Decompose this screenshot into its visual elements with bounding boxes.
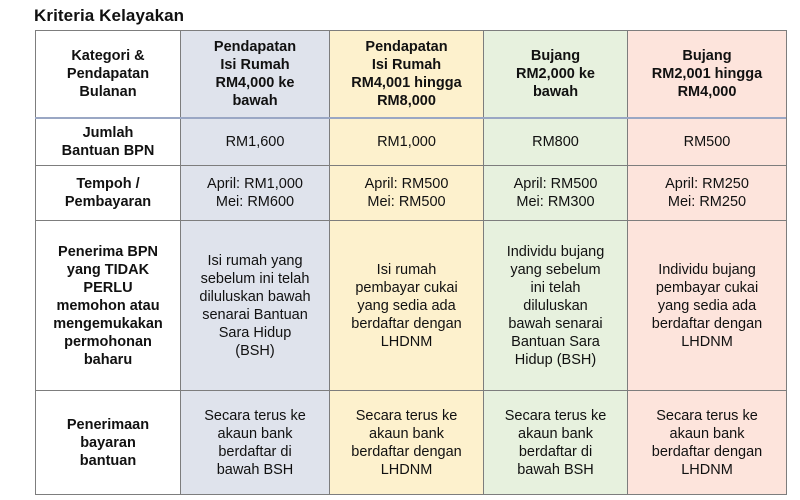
header-row <box>36 31 787 118</box>
cell-tempoh-2: April: RM500 Mei: RM500 <box>330 166 484 221</box>
cell-penerimaan-4: Secara terus ke akaun bank berdaftar dengan LHDNM <box>628 391 787 495</box>
cell-penerima-1: Isi rumah yang sebelum ini telah diluluskan bawah senarai Bantuan Sara Hidup (BSH) <box>181 221 330 391</box>
row-penerima-bpn <box>36 221 787 391</box>
row-label-penerimaan: Penerimaan bayaran bantuan <box>36 391 181 495</box>
header-category: Kategori & Pendapatan Bulanan <box>36 31 181 118</box>
row-tempoh-pembayaran <box>36 166 787 221</box>
header-household-8000: Pendapatan Isi Rumah RM4,001 hingga RM8,000 <box>330 31 484 118</box>
row-label-jumlah: Jumlah Bantuan BPN <box>36 118 181 166</box>
cell-jumlah-3: RM800 <box>484 118 628 166</box>
row-penerimaan-bayaran <box>36 391 787 495</box>
cell-tempoh-1: April: RM1,000 Mei: RM600 <box>181 166 330 221</box>
row-label-tempoh: Tempoh / Pembayaran <box>36 166 181 221</box>
header-single-4000: Bujang RM2,001 hingga RM4,000 <box>628 31 787 118</box>
page-title: Kriteria Kelayakan <box>34 6 185 25</box>
cell-jumlah-1: RM1,600 <box>181 118 330 166</box>
cell-penerimaan-3: Secara terus ke akaun bank berdaftar di bawah BSH <box>484 391 628 495</box>
row-label-penerima: Penerima BPN yang TIDAK PERLU memohon atau mengemukakan permohonan baharu <box>36 221 181 391</box>
cell-penerima-4: Individu bujang pembayar cukai yang sedia ada berdaftar dengan LHDNM <box>628 221 787 391</box>
cell-penerimaan-2: Secara terus ke akaun bank berdaftar dengan LHDNM <box>330 391 484 495</box>
cell-tempoh-3: April: RM500 Mei: RM300 <box>484 166 628 221</box>
row-jumlah-bantuan <box>36 118 787 166</box>
cell-penerimaan-1: Secara terus ke akaun bank berdaftar di bawah BSH <box>181 391 330 495</box>
header-divider-line <box>35 117 786 119</box>
cell-jumlah-2: RM1,000 <box>330 118 484 166</box>
header-household-4000: Pendapatan Isi Rumah RM4,000 ke bawah <box>181 31 330 118</box>
cell-penerima-2: Isi rumah pembayar cukai yang sedia ada berdaftar dengan LHDNM <box>330 221 484 391</box>
cell-jumlah-4: RM500 <box>628 118 787 166</box>
cell-penerima-3: Individu bujang yang sebelum ini telah diluluskan bawah senarai Bantuan Sara Hidup (BSH) <box>484 221 628 391</box>
cell-tempoh-4: April: RM250 Mei: RM250 <box>628 166 787 221</box>
header-single-2000: Bujang RM2,000 ke bawah <box>484 31 628 118</box>
eligibility-table <box>35 30 787 495</box>
